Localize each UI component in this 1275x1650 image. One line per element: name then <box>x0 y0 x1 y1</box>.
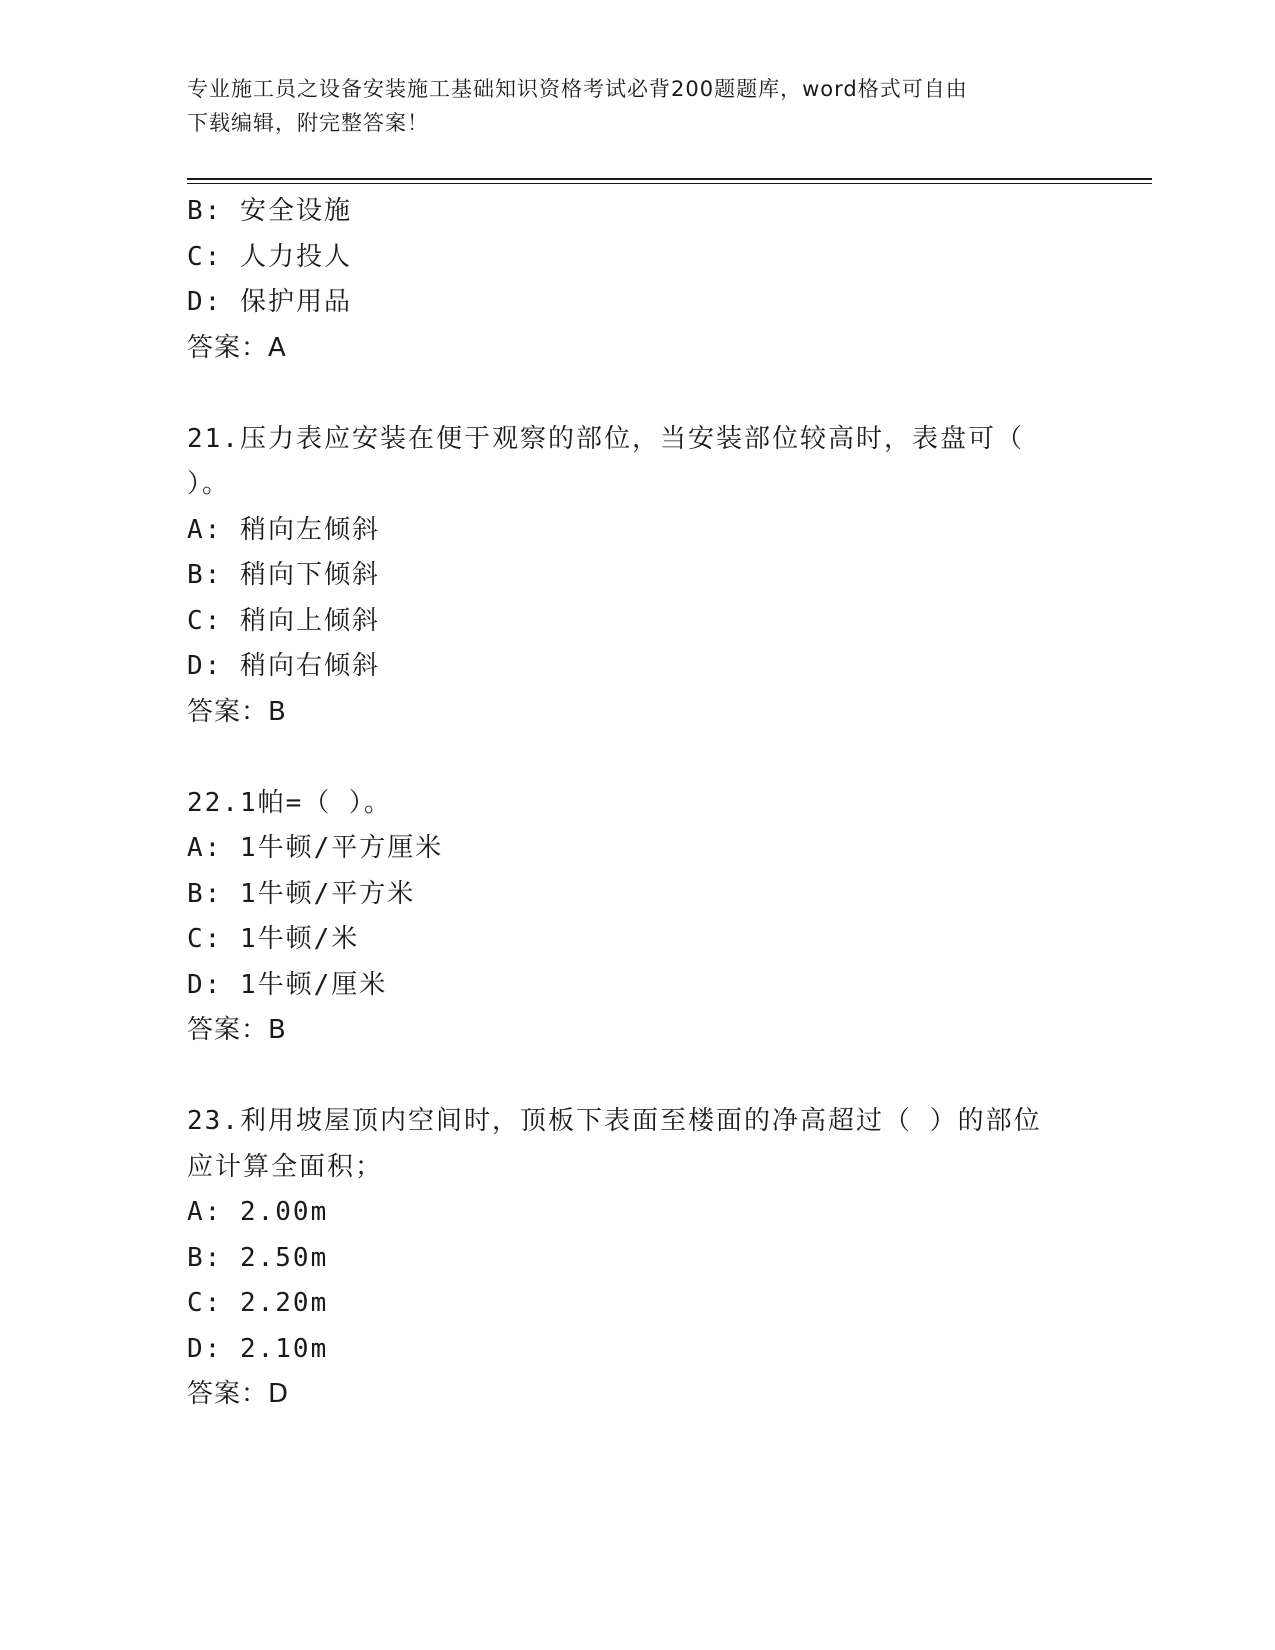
header-rule-thick <box>187 178 1152 180</box>
option-c: C: 稍向上倾斜 <box>187 605 380 636</box>
option-a: A: 1牛顿/平方厘米 <box>187 833 444 863</box>
option-a: A: 稍向左倾斜 <box>187 514 380 545</box>
option-a: A: 2.00m <box>187 1197 329 1227</box>
option-c: C: 2.20m <box>187 1288 329 1318</box>
document-header <box>187 72 1067 140</box>
option-b: B: 2.50m <box>187 1242 329 1273</box>
question-list <box>187 189 1067 1418</box>
answer-line: 答案：B <box>187 696 287 727</box>
option-b: B: 安全设施 <box>187 196 352 226</box>
question-block-23 <box>187 1099 1067 1418</box>
header-title-line-1: 专业施工员之设备安装施工基础知识资格考试必背200题题库，word格式可自由 <box>187 77 968 101</box>
header-rule-thin <box>187 183 1152 184</box>
question-stem-line-2: ）。 <box>187 469 231 499</box>
option-c: C: 1牛顿/米 <box>187 924 360 954</box>
answer-line: 答案：B <box>187 1015 287 1045</box>
option-d: D: 保护用品 <box>187 287 352 317</box>
option-d: D: 1牛顿/厘米 <box>187 969 388 1000</box>
answer-line: 答案：D <box>187 1379 290 1409</box>
option-c: C: 人力投人 <box>187 241 352 272</box>
question-stem-line-2: 应计算全面积； <box>187 1151 384 1182</box>
answer-line: 答案：A <box>187 332 287 363</box>
question-stem-line-1: 21.压力表应安装在便于观察的部位，当安装部位较高时，表盘可（ <box>187 423 1024 454</box>
option-b: B: 稍向下倾斜 <box>187 560 380 590</box>
question-stem-line-1: 22.1帕=（ ）。 <box>187 787 392 818</box>
option-b: B: 1牛顿/平方米 <box>187 878 416 909</box>
question-block-22 <box>187 781 1067 1054</box>
option-d: D: 稍向右倾斜 <box>187 651 380 681</box>
question-block-21 <box>187 417 1067 736</box>
question-stem-line-1: 23.利用坡屋顶内空间时，顶板下表面至楼面的净高超过（ ）的部位 <box>187 1106 1042 1136</box>
spacer <box>187 735 1067 781</box>
option-d: D: 2.10m <box>187 1333 329 1364</box>
header-title-line-2: 下载编辑，附完整答案！ <box>187 111 429 135</box>
question-block-prev <box>187 189 1067 371</box>
spacer <box>187 1054 1067 1100</box>
spacer <box>187 371 1067 417</box>
